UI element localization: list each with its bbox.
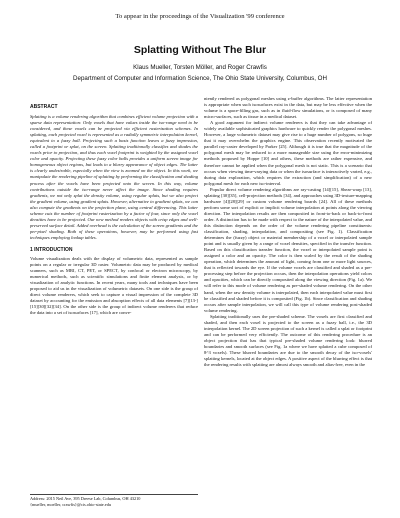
footnote-address: Address: 2015 Neil Ave, 395 Dreese Lab, Columbus, OH 43210 [30, 496, 141, 501]
paper-authors: Klaus Mueller, Torsten Möller, and Roger Crawfis [133, 64, 267, 71]
footnote-emails: {mueller, moeller, crawfis}@cis.ohio-state.edu [30, 501, 111, 507]
right-column [204, 96, 372, 514]
introduction-heading: 1 INTRODUCTION [30, 246, 73, 253]
body-paragraph: Splatting traditionally uses the pre-shaded scheme. The voxels are first classified and shaded, and then each voxel is projected to the screen as a fuzzy ball, i.e., the 3D interpolation kernel. The 2D screen projection of such a kernel is called a splat or footprint and can be performed very efficiently. The outcome of this rendering procedure is an object projection that has that typical pre-shaded volume rendering look: blurred boundaries and smooth surfaces (see Fig. 1a where we have splatted a cube composed of 8^3 voxels). These blurred boundaries are due to the smooth decay of the iso-voxels' splatting kernels, located at the object edges. A positive aspect of the blurring effect is that the rendering results with splatting are almost always smooth and alias-free, even in the [204, 313, 372, 368]
conference-note: To appear in the proceedings of the Visualization '99 conference [115, 13, 285, 20]
intro-paragraph: Volume visualization deals with the display of volumetric data, represented as sample points on a regular or irregular 3D raster. Volumetric data may be produced by medical scanners, such as MRI, CT, PET, or SPECT, by confocal or electron microscopy, by numerical methods, such as scientific simulations and finite element analysis, or by visualization of analytic functions. In recent years, many tools and techniques have been proposed to aid us in the visualization of volumetric datasets. On one side is the group of direct volume renderers, which seek to capture a visual impression of the complete 3D dataset by accounting for the emission and absorption effects of all data elements [7][13-][15][30][32][34]. On the other side is the group of indirect volume renderers that reduce the data into a set of isosurfaces [17], which are conve- [30, 255, 198, 316]
paper-title: Splatting Without The Blur [133, 44, 267, 56]
body-paragraph: Popular direct volume rendering algorithms are ray-casting [14][15], Shear-warp [13], splatting [30][35], cell-projection methods [34], and approaches using 3D-texture-mapping hardware [4][28][29] or custom volume rendering boards [24]. All of these methods perform some sort of explicit or implicit volume interpolation at points along the viewing direction. The interpolation results are then composited in front-to-back or back-to-front order. A distinction has to be made with respect to the nature of the interpolated value, and this distinction depends on the order of the volume rendering pipeline constituents: classification, shading, interpolation, and compositing (see Fig. 1). Classification determines the (fuzzy) object or material membership of a voxel or interpolated sample point and is usually given by a range of voxel densities, specified in the transfer function. Based on this classification transfer function, the voxel or interpolated sample point is assigned a color and an opacity. The color is then scaled by the result of the shading operation, which determines the amount of light, coming from one or more light sources, that is reflected towards the eye. If the volume voxels are classified and shaded as a pre-processing step before the projection occurs, then the interpolation operations yield colors and opacities, which can be directly composited along the viewing direction (Fig. 1a). We will refer to this mode of volume rendering as pre-shaded volume rendering. On the other hand, when the raw density volume is interpolated, then each interpolated value must first be classified and shaded before it is composited (Fig. 1b). Since classification and shading occurs after sample interpolation, we will call this type of volume rendering post-shaded volume rendering. [204, 186, 372, 313]
paper-affiliation: Department of Computer and Information Science, The Ohio State University, Columbus, OH [73, 75, 327, 82]
left-column [30, 104, 198, 512]
abstract-heading: ABSTRACT [30, 104, 58, 110]
body-paragraph: niently rendered as polygonal meshes using z-buffer algorithms. The latter representation is appropriate when such isosurfaces exist in the data, but may be less effective when the volume is a space-filling gas, such as in fluid-flow simulations, or is composed of many micro-surfaces, such as tissue in a medical dataset. [204, 96, 372, 120]
abstract-text: Splatting is a volume rendering algorithm that combines efficient volume projection with a sparse data representation: Only voxels that have values inside the iso-range need to be considered, and these voxels can be projected via efficient rasterization schemes. In splatting, each projected voxel is represented as a radially symmetric interpolation kernel, equivalent to a fuzzy ball. Projecting such a basis function leaves a fuzzy impression, called a footprint or splat, on the screen. Splatting traditionally classifies and shades the voxels prior to projection, and thus each voxel footprint is weighted by the assigned voxel color and opacity. Projecting these fuzzy color balls provides a uniform screen image for homogeneous object regions, but leads to a blurry appearance of object edges. The latter is clearly undesirable, especially when the view is zoomed on the object. In this work, we manipulate the rendering pipeline of splatting by performing the classification and shading process after the voxels have been projected onto the screen. In this way, volume contributions outside the iso-range never affect the image. Since shading requires gradients, we not only splat the density volume, using regular splats, but we also project the gradient volume, using gradient splats. However, alternative to gradient splats, we can also compute the gradients on the projection plane, using central differencing. This latter scheme cuts the number of footprint rasterization by a factor of four, since only the voxel densities have to be projected. Our new method renders objects with crisp edges and well-preserved surface detail. Added overhead is the calculation of the screen gradients and the per-pixel shading. Both of these operations, however, may be performed using fast techniques employing lookup tables. [30, 114, 198, 240]
author-footnote [30, 494, 198, 507]
body-paragraph: A good argument for indirect volume renderers is that they can take advantage of widely available sophisticated graphics hardware to quickly render the polygonal meshes. However, a large volumetric dataset may give rise to a huge number of polygons, so huge that it may overwhelm the graphics engine. This observation recently motivated the parallel ray-caster developed by Parker [25]. Although it is true that the magnitude of the polygonal mesh may be reduced to a more manageable size using the error-minimizing methods proposed by Hoppe [10] and others, these methods are rather expensive, and therefore cannot be applied when the polygonal mesh is not static. This is a scenario that occurs when viewing time-varying data or when the isosurface is interactively varied, e.g., during data exploration, which requires the extraction (and simplification) of a new polygonal mesh for each new iso-interval. [204, 120, 372, 186]
